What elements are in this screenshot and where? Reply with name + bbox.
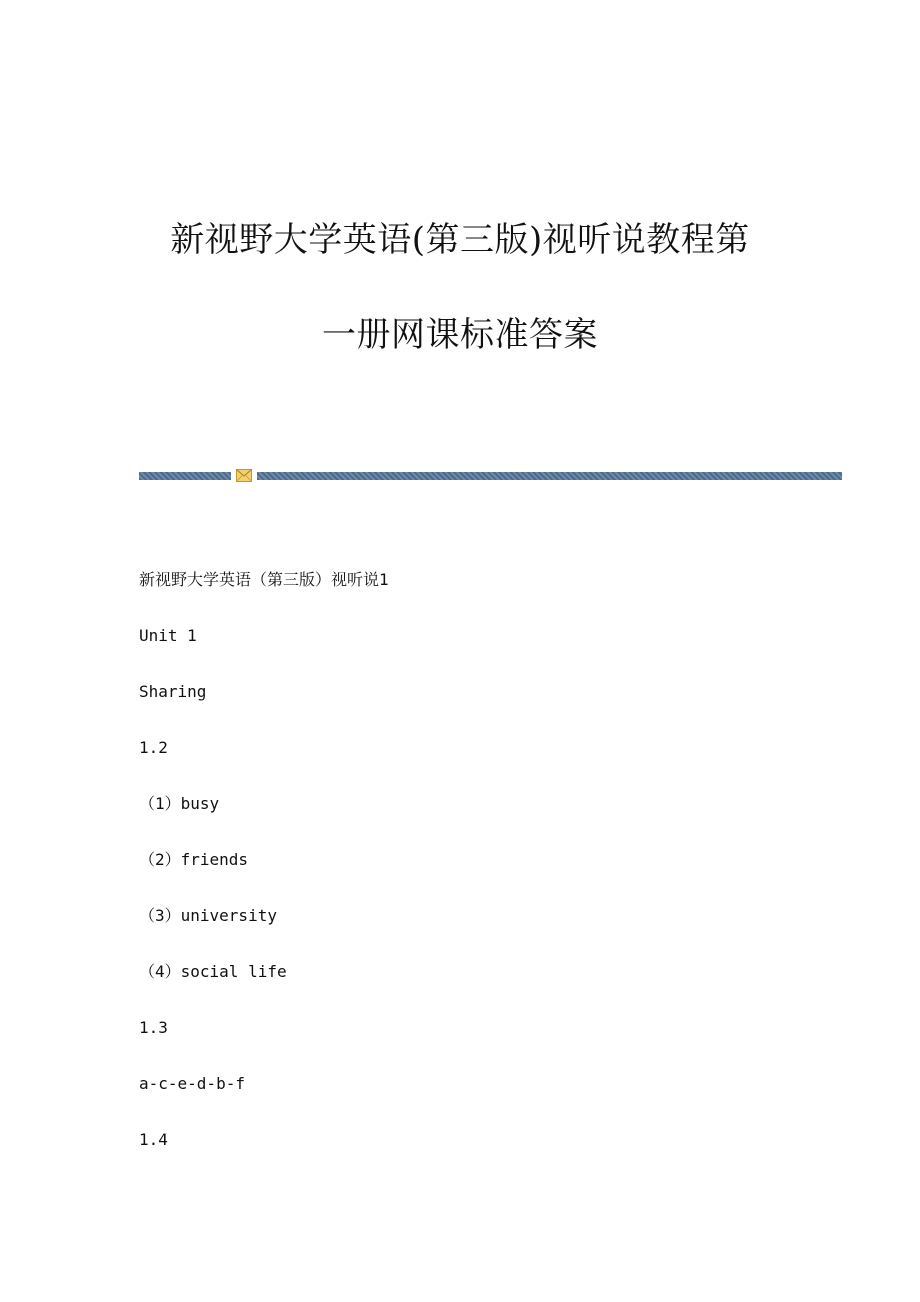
document-title-line-2: 一册网课标准答案 — [322, 315, 598, 355]
answer-item: （1）busy — [139, 794, 220, 813]
answer-item: （3）university — [139, 906, 277, 925]
document-title-line-1: 新视野大学英语(第三版)视听说教程第 — [170, 220, 750, 260]
unit-heading: Unit 1 — [139, 626, 197, 645]
envelope-ornament-icon — [236, 469, 252, 482]
divider-bar-right — [257, 472, 842, 480]
title-divider — [139, 469, 842, 483]
answer-item: （2）friends — [139, 850, 249, 869]
question-label-1-3: 1.3 — [139, 1018, 168, 1037]
answer-item: （4）social life — [139, 962, 287, 981]
section-heading: Sharing — [139, 682, 207, 701]
subtitle: 新视野大学英语（第三版）视听说1 — [139, 570, 389, 589]
divider-bar-left — [139, 472, 231, 480]
answer-sequence: a-c-e-d-b-f — [139, 1074, 245, 1093]
question-label-1-2: 1.2 — [139, 738, 168, 757]
question-label-1-4: 1.4 — [139, 1130, 168, 1149]
